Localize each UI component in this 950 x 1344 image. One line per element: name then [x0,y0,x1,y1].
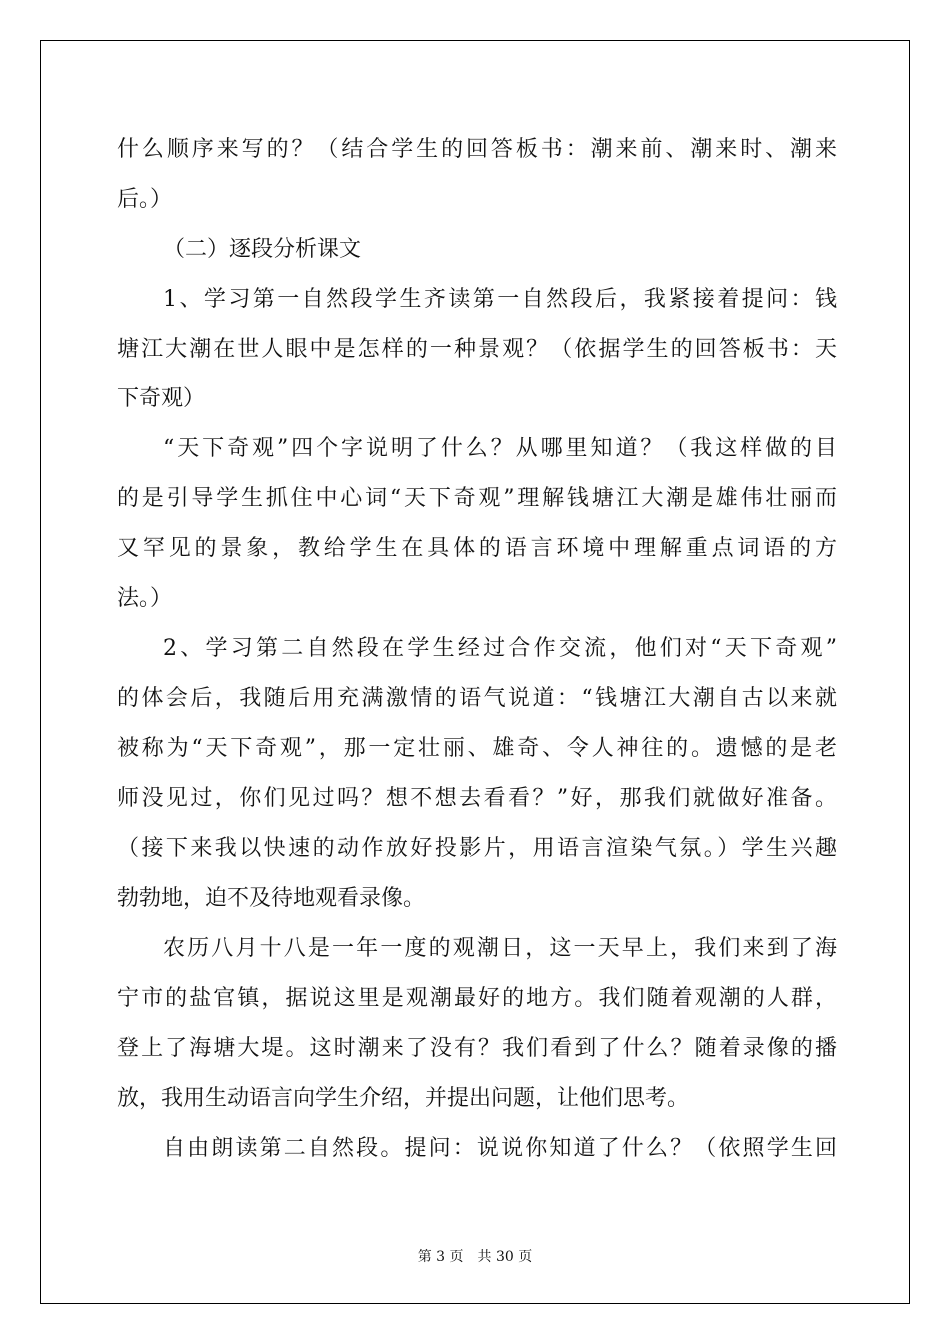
text-line: 2、学习第二自然段在学生经过合作交流，他们对“天下奇观” [163,636,837,661]
text-line: 被称为“天下奇观”，那一定壮丽、雄奇、令人神往的。遗憾的是老 [117,736,837,761]
text-line: 的体会后，我随后用充满激情的语气说道：“钱塘江大潮自古以来就 [117,686,837,711]
text-line: 农历八月十八是一年一度的观潮日，这一天早上，我们来到了海 [163,936,837,961]
text-line: 下奇观） [117,386,206,411]
text-line: 宁市的盐官镇，据说这里是观潮最好的地方。我们随着观潮的人群， [117,986,837,1011]
text-line: 登上了海塘大堤。这时潮来了没有？我们看到了什么？随着录像的播 [117,1036,837,1061]
text-line: 什么顺序来写的？（结合学生的回答板书：潮来前、潮来时、潮来 [117,137,837,162]
text-line: “天下奇观”四个字说明了什么？从哪里知道？（我这样做的目 [163,436,837,461]
text-line: 勃勃地，迫不及待地观看录像。 [117,886,426,911]
text-line: 1、学习第一自然段学生齐读第一自然段后，我紧接着提问：钱 [163,287,837,312]
text-line: 放，我用生动语言向学生介绍，并提出问题，让他们思考。 [117,1086,690,1111]
text-line: 的是引导学生抓住中心词“天下奇观”理解钱塘江大潮是雄伟壮丽而 [117,486,837,511]
page-number-footer: 第 3 页 共 30 页 [417,1249,533,1265]
text-line: 自由朗读第二自然段。提问：说说你知道了什么？（依照学生回 [163,1136,837,1161]
text-line: 塘江大潮在世人眼中是怎样的一种景观？（依据学生的回答板书：天 [117,337,837,362]
text-line: 后。） [117,187,173,212]
text-line: 又罕见的景象，教给学生在具体的语言环境中理解重点词语的方 [117,536,837,561]
text-line: （接下来我以快速的动作放好投影片，用语言渲染气氛。）学生兴趣 [117,836,837,861]
text-line: 师没见过，你们见过吗？想不想去看看？”好，那我们就做好准备。 [117,786,837,811]
page-border [40,40,910,1304]
text-line: 法。） [117,586,173,611]
section-heading: （二）逐段分析课文 [163,237,362,262]
